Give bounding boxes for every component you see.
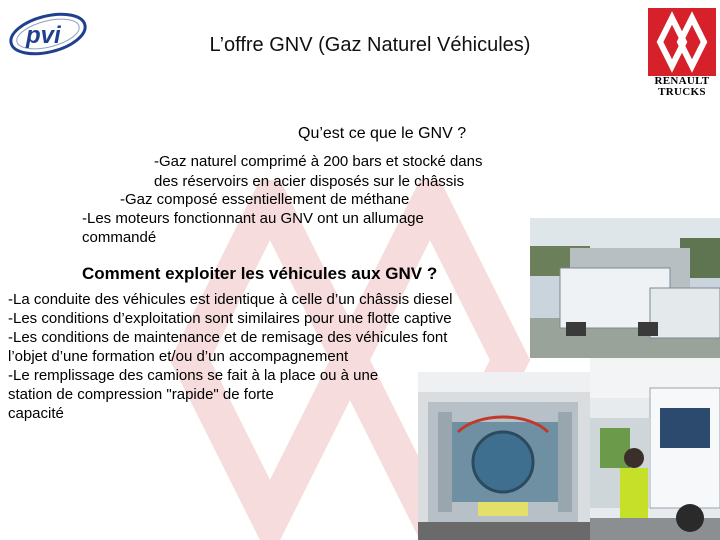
pvi-logo bbox=[6, 10, 90, 58]
photo-garbage-truck bbox=[590, 358, 720, 540]
section1-line: -Gaz composé essentiellement de méthane bbox=[120, 191, 410, 208]
section2-line: -Le remplissage des camions se fait à la place ou à une bbox=[8, 367, 379, 384]
section1-line: -Les moteurs fonctionnant au GNV ont un allumage bbox=[82, 210, 424, 227]
section1-heading: Qu’est ce que le GNV ? bbox=[298, 125, 467, 142]
photo-cng-station bbox=[530, 218, 720, 358]
section2-line: l’objet d’une formation et/ou d’un accompagnement bbox=[8, 348, 349, 365]
section2-line: -Les conditions de maintenance et de remisage des véhicules font bbox=[8, 329, 448, 346]
section1-line: -Gaz naturel comprimé à 200 bars et stocké dans bbox=[154, 153, 483, 170]
section2-line: station de compression "rapide" de forte bbox=[8, 386, 274, 403]
section1-line: commandé bbox=[82, 229, 157, 246]
section2-heading: Comment exploiter les véhicules aux GNV ? bbox=[82, 264, 438, 283]
pvi-logo-text: pvi bbox=[26, 22, 61, 49]
photo-compressor bbox=[418, 372, 590, 540]
page-title: L’offre GNV (Gaz Naturel Véhicules) bbox=[209, 34, 531, 56]
section2-line: -Les conditions d’exploitation sont similaires pour une flotte captive bbox=[8, 310, 452, 327]
section2-line: -La conduite des véhicules est identique à celle d’un châssis diesel bbox=[8, 291, 453, 308]
section1-line: des réservoirs en acier disposés sur le châssis bbox=[154, 173, 465, 190]
renault-trucks-wordmark: RENAULT TRUCKS bbox=[654, 75, 710, 98]
section2-line: capacité bbox=[8, 405, 64, 422]
